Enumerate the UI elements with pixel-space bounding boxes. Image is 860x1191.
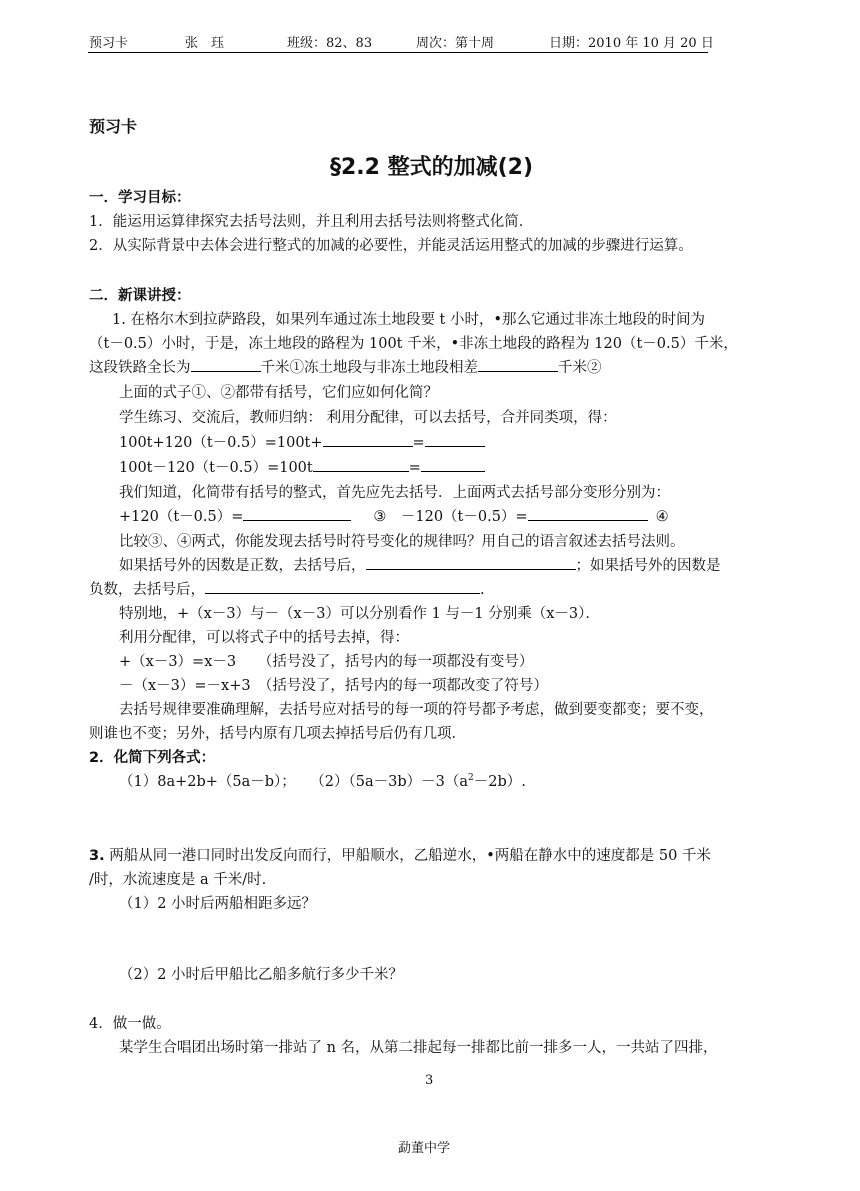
note-line-2: 则谁也不变；另外，括号内原有几项去掉括号后仍有几项． xyxy=(89,726,466,742)
q3-number: 3. xyxy=(89,848,105,864)
q2-expressions xyxy=(119,770,526,791)
footer-school: 勐董中学 xyxy=(398,1141,451,1156)
header-teacher: 张 珏 xyxy=(185,36,225,51)
page-title: §2.2 整式的加减(2) xyxy=(330,155,534,180)
text-span: +120（t－0.5）= xyxy=(119,509,244,525)
problem1-line3 xyxy=(89,356,602,377)
text-span: －2b）. xyxy=(473,774,526,790)
know-line: 我们知道，化简带有括号的整式，首先应先去括号．上面两式去括号部分变形分别为： xyxy=(119,485,670,501)
q3-sub2: （2）2 小时后甲船比乙船多航行多少千米？ xyxy=(119,967,404,983)
goal-item: 2．从实际背景中去体会进行整式的加减的必要性，并能灵活运用整式的加减的步骤进行运算。 xyxy=(89,238,693,254)
text-span: 这段铁路全长为 xyxy=(89,360,191,376)
text-span: . xyxy=(480,582,485,598)
answer-blank[interactable] xyxy=(313,457,409,472)
problem1-line1: 1. 在格尔木到拉萨路段，如果列车通过冻土地段要 t 小时，•那么它通过非冻土地段的时间为 xyxy=(112,312,706,328)
q4-heading: 4．做一做。 xyxy=(89,1016,171,1032)
text-span: （1）8a+2b+（5a－b）； （2）（5a－3b）－3（a xyxy=(119,774,469,790)
text-span: 千米①冻土地段与非冻土地段相差 xyxy=(260,360,478,376)
q3-sub1: （1）2 小时后两船相距多远？ xyxy=(119,896,317,912)
header-divider xyxy=(88,52,708,53)
text-span: 两船从同一港口同时出发反向而行，甲船顺水，乙船逆水，•两船在静水中的速度都是 50 千米 xyxy=(104,848,711,864)
problem1-line2: （t－0.5）小时，于是，冻土地段的路程为 100t 千米，•非冻土地段的路程为 120（t－0.5）千米， xyxy=(89,336,738,352)
goal-item: 1．能运用运算律探究去括号法则，并且利用去括号法则将整式化简． xyxy=(89,214,534,230)
answer-blank[interactable] xyxy=(243,506,351,521)
text-span: 100t－120（t－0.5）=100t xyxy=(119,460,313,476)
distribute-line: 利用分配律，可以将式子中的括号去掉，得： xyxy=(119,630,409,646)
text-span: = xyxy=(408,460,421,476)
answer-blank[interactable] xyxy=(191,357,261,372)
section2-heading: 二．新课讲授： xyxy=(89,288,191,304)
example-1: +（x－3）=x－3 （括号没了，括号内的每一项都没有变号） xyxy=(119,654,534,670)
rule-line-1 xyxy=(119,554,721,575)
answer-blank[interactable] xyxy=(366,555,576,570)
answer-blank[interactable] xyxy=(425,432,485,447)
q4-line1: 某学生合唱团出场时第一排站了 n 名，从第二排起每一排都比前一排多一人，一共站了四排， xyxy=(119,1040,718,1056)
special-line: 特别地，+（x－3）与－（x－3）可以分别看作 1 与－1 分别乘（x－3）． xyxy=(119,606,600,622)
rule-line-2 xyxy=(89,578,485,599)
text-span: ③ －120（t－0.5）= xyxy=(373,509,528,525)
text-span: 如果括号外的因数是正数，去括号后， xyxy=(119,558,366,574)
text-span: ；如果括号外的因数是 xyxy=(575,558,721,574)
doc-label: 预习卡 xyxy=(89,117,138,136)
header-date: 日期：2010 年 10 月 20 日 xyxy=(549,36,714,51)
equation-1 xyxy=(119,431,485,452)
header-class: 班级：82、83 xyxy=(287,36,373,51)
text-span: 负数，去括号后， xyxy=(89,582,205,598)
text-span: 2．化简下列各式： xyxy=(89,750,216,766)
equation-2 xyxy=(119,456,485,477)
example-2: －（x－3）=－x+3 （括号没了，括号内的每一项都改变了符号） xyxy=(119,678,548,694)
q2-heading xyxy=(89,746,215,767)
compare-line: 比较③、④两式，你能发现去括号时符号变化的规律吗？用自己的语言叙述去括号法则。 xyxy=(119,534,685,550)
answer-blank[interactable] xyxy=(528,506,648,521)
text-span: ④ xyxy=(655,509,669,525)
note-line-1: 去括号规律要准确理解，去括号应对括号的每一项的符号都予考虑，做到要变都变；要不变， xyxy=(119,702,714,718)
answer-blank[interactable] xyxy=(323,432,413,447)
answer-blank[interactable] xyxy=(421,457,485,472)
answer-blank[interactable] xyxy=(478,357,558,372)
summary-line: 学生练习、交流后，教师归纳： 利用分配律，可以去括号，合并同类项，得： xyxy=(119,410,617,426)
equation-3-4 xyxy=(119,505,669,526)
page-number: 3 xyxy=(425,1073,434,1088)
answer-blank[interactable] xyxy=(205,579,480,594)
q3-line1 xyxy=(89,844,711,865)
text-span: 100t+120（t－0.5）=100t+ xyxy=(119,435,323,451)
question-line: 上面的式子①、②都带有括号，它们应如何化简？ xyxy=(119,385,438,401)
text-span: = xyxy=(412,435,425,451)
superscript: 2 xyxy=(468,773,474,784)
section1-heading: 一．学习目标： xyxy=(89,190,191,206)
header-week: 周次：第十周 xyxy=(416,36,495,51)
text-span: 千米② xyxy=(558,360,602,376)
header-card: 预习卡 xyxy=(89,36,129,51)
q3-line2: /时，水流速度是 a 千米/时. xyxy=(89,872,267,888)
